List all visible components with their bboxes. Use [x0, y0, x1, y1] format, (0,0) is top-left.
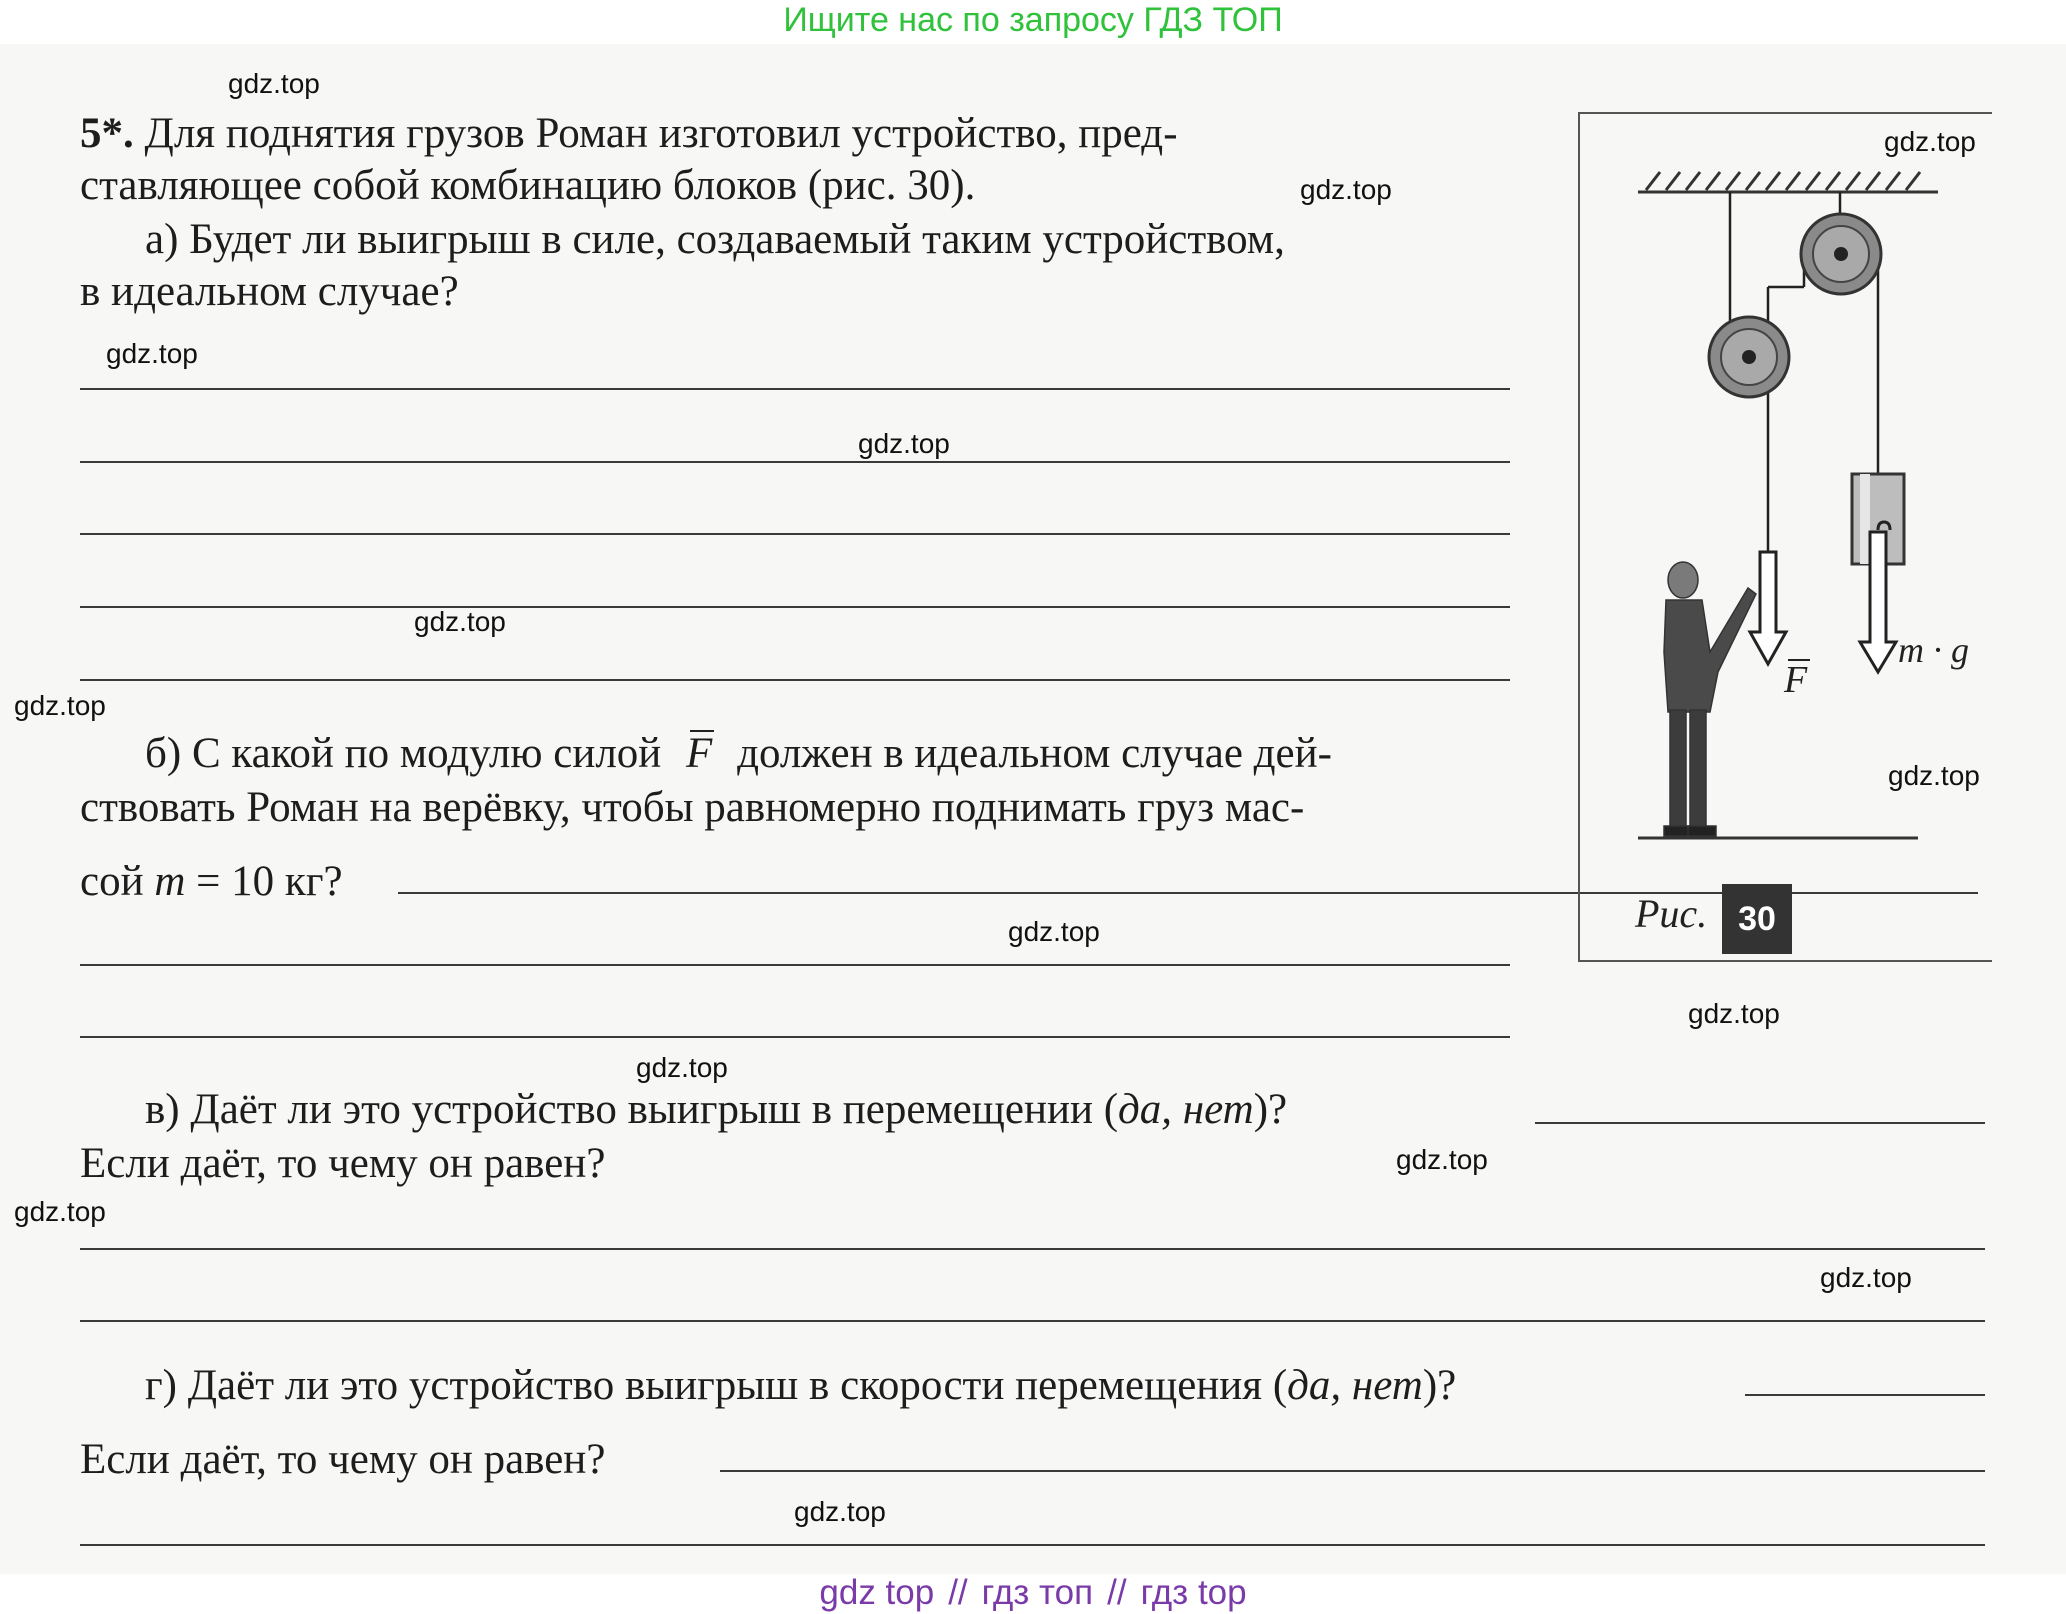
bottom-sep-1: // [948, 1573, 968, 1612]
weight-label: m · g [1898, 630, 1969, 670]
watermark-15[interactable]: gdz.top [794, 1496, 886, 1527]
watermark-7[interactable]: gdz.top [14, 690, 106, 721]
question-c-line-1 [145, 1084, 1287, 1136]
man-figure [1664, 562, 1756, 836]
watermark-11[interactable]: gdz.top [636, 1052, 728, 1083]
force-label: F [1784, 659, 1808, 701]
question-b-line-1 [145, 728, 1332, 780]
question-a-line-2: в идеальном случае? [80, 268, 459, 315]
bottom-link-3[interactable]: гдз top [1140, 1573, 1247, 1612]
question-b-text-1a: б) С какой по модулю силой [145, 730, 662, 777]
bottom-sep-2: // [1107, 1573, 1127, 1612]
mass-variable: m [154, 858, 186, 905]
question-b-text-3a: сой [80, 858, 144, 905]
question-d-line-1 [145, 1360, 1456, 1412]
watermark-10[interactable]: gdz.top [1688, 998, 1780, 1029]
watermark-13[interactable]: gdz.top [14, 1196, 106, 1227]
watermark-9[interactable]: gdz.top [1008, 916, 1100, 947]
question-c-line-2: Если даёт, то чему он равен? [80, 1140, 606, 1187]
force-vector-symbol: F [686, 728, 712, 780]
question-c-text-1b: )? [1253, 1086, 1288, 1133]
watermark-4[interactable]: gdz.top [106, 338, 198, 369]
question-b-line-3 [80, 856, 343, 908]
bottom-link-1[interactable]: gdz top [819, 1573, 935, 1612]
watermark-3[interactable]: gdz.top [1300, 174, 1392, 205]
question-a-line-1: а) Будет ли выигрыш в силе, создаваемый таким устройством, [145, 216, 1285, 263]
question-d-text-1b: )? [1422, 1362, 1457, 1409]
figure-number: 30 [1722, 884, 1792, 954]
bottom-link-2[interactable]: гдз топ [981, 1573, 1094, 1612]
task-intro-text-1: Для поднятия грузов Роман изготовил устройство, пред- [144, 110, 1178, 157]
ceiling-hatch [1638, 172, 1938, 192]
task-number: 5*. [80, 110, 134, 157]
question-b-text-3b: = 10 кг? [196, 858, 343, 905]
question-c-text-1a: в) Даёт ли это устройство выигрыш в перемещении ( [145, 1086, 1119, 1133]
fixed-pulley [1801, 214, 1881, 294]
question-d-text-1a: г) Даёт ли это устройство выигрыш в скорости перемещения ( [145, 1362, 1288, 1409]
watermark-12[interactable]: gdz.top [1396, 1144, 1488, 1175]
top-banner[interactable]: Ищите нас по запросу ГДЗ ТОП [783, 1, 1283, 39]
question-c-options: да, нет [1118, 1086, 1254, 1133]
answer-line-d-1[interactable] [720, 1470, 1985, 1472]
answer-line-a-3[interactable] [80, 533, 1510, 535]
question-d-line-2: Если даёт, то чему он равен? [80, 1436, 606, 1483]
watermark-5[interactable]: gdz.top [858, 428, 950, 459]
answer-line-b-2[interactable] [80, 964, 1510, 966]
force-arrow [1750, 552, 1786, 664]
watermark-8[interactable]: gdz.top [1888, 760, 1980, 791]
task-intro-line-2: ставляющее собой комбинацию блоков (рис. 30). [80, 162, 976, 209]
answer-line-d-2[interactable] [80, 1544, 1985, 1546]
answer-line-c-0[interactable] [1535, 1122, 1985, 1124]
answer-line-a-1[interactable] [80, 388, 1510, 390]
question-b-text-1b: должен в идеальном случае дей- [737, 730, 1332, 777]
watermark-2[interactable]: gdz.top [1884, 126, 1976, 157]
task-intro-line-1 [80, 108, 1178, 160]
answer-line-b-3[interactable] [80, 1036, 1510, 1038]
watermark-6[interactable]: gdz.top [414, 606, 506, 637]
answer-line-d-0[interactable] [1745, 1394, 1985, 1396]
answer-line-a-4[interactable] [80, 606, 1510, 608]
answer-line-c-1[interactable] [80, 1248, 1985, 1250]
movable-pulley [1709, 317, 1789, 397]
figure-caption: Рис. [1635, 891, 1708, 936]
answer-line-a-2[interactable] [80, 461, 1510, 463]
answer-line-a-5[interactable] [80, 679, 1510, 681]
question-b-line-2: ствовать Роман на верёвку, чтобы равномерно поднимать груз мас- [80, 784, 1305, 831]
answer-line-c-2[interactable] [80, 1320, 1985, 1322]
watermark-14[interactable]: gdz.top [1820, 1262, 1912, 1293]
watermark-1[interactable]: gdz.top [228, 68, 320, 99]
question-d-options: да, нет [1287, 1362, 1423, 1409]
